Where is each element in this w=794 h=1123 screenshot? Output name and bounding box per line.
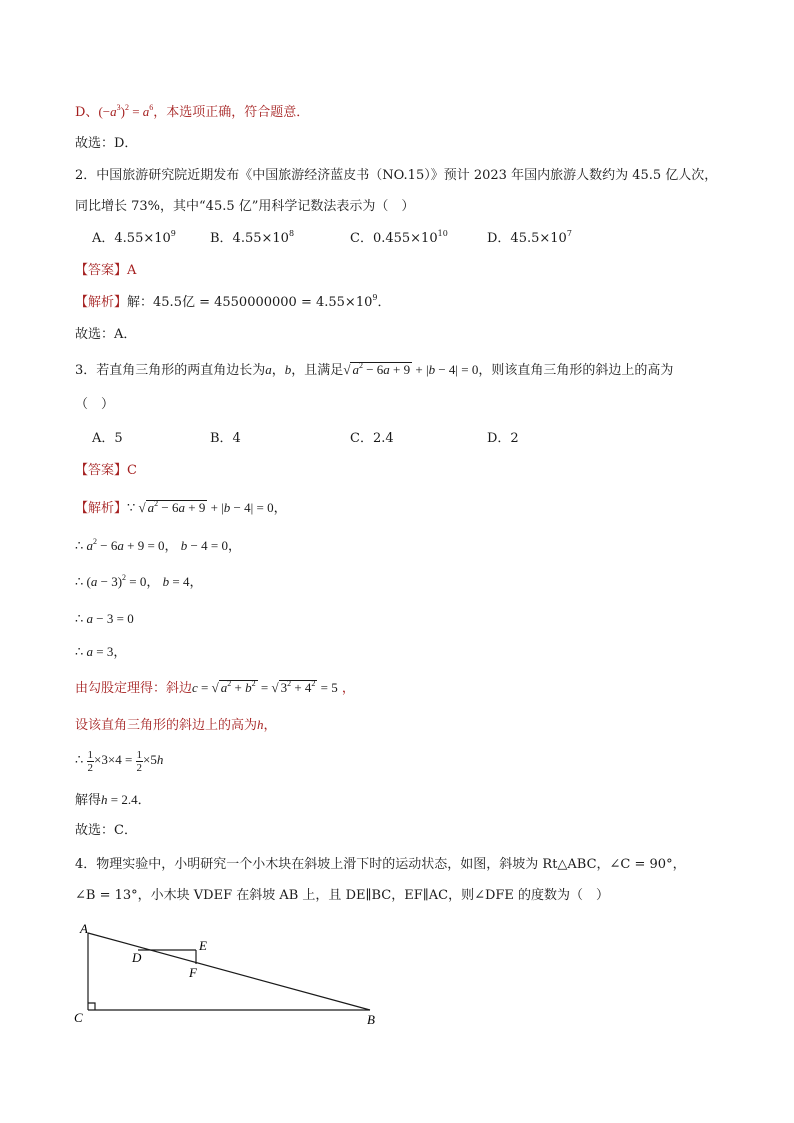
q3-step-2: ∴ $(a - 3)^2 = 0$， b = 4， (75, 573, 203, 589)
q2-option-a: A．$4.55\times 10^9$ (92, 229, 176, 246)
q3-option-d: D．2 (487, 431, 519, 446)
q3-option-a: A．5 (92, 431, 123, 446)
q4-stem-line1: 4．物理实验中，小明研究一个小木块在斜坡上滑下时的运动状态，如图，斜坡为 Rt△ABC，∠C = 90°， (75, 857, 686, 872)
q2-option-b: B．$4.55\times 10^8$ (210, 229, 295, 246)
q2-conclusion: 故选：A． (75, 327, 137, 342)
q3-answer: 【答案】C (75, 463, 137, 478)
label-a: A (80, 921, 88, 936)
q3-solve: 解得h = 2.4． (75, 792, 151, 808)
q2-option-c: C．$0.455\times 10^{10}$ (350, 229, 448, 246)
segment-ab (88, 933, 370, 1010)
q1-option-d: D、$(-a^3)^2 = a^6$，本选项正确，符合题意． (75, 103, 310, 120)
q2-option-d: D．$45.5\times 10^7$ (487, 229, 572, 246)
q4-stem-line2: ∠B = 13°，小木块 VDEF 在斜坡 AB 上，且 DE∥BC，EF∥AC，则∠DFE 的度数为（ ） (75, 888, 610, 903)
q3-analysis: 【解析】∵ √ $a^2 - 6a + 9 + |b - 4| = 0$， (75, 499, 287, 516)
q3-area-eq: ∴ $\frac{1}{2}$ ×3×4 = $\frac{1}{2}$ ×5h (75, 748, 164, 774)
q3-step-1: ∴ $a^2 - 6a + 9 = 0$， b − 4 = 0， (75, 537, 241, 553)
q2-stem-line2: 同比增长 73%，其中“45.5 亿”用科学记数法表示为（ ） (75, 199, 415, 214)
label-f: F (189, 965, 197, 980)
q3-hypotenuse: 由勾股定理得：斜边c = √ $a^2 + b^2$ = √ $3^2 + 4^2 = 5$ ， (75, 679, 355, 696)
q2-answer: 【答案】A (75, 263, 137, 278)
label-d: D (132, 950, 142, 965)
q3-option-b: B．4 (210, 431, 241, 446)
q1-conclusion: 故选：D． (75, 136, 138, 151)
q3-let-height: 设该直角三角形的斜边上的高为h， (75, 717, 277, 733)
q3-conclusion: 故选：C． (75, 823, 137, 838)
right-angle-mark (88, 1003, 95, 1010)
label-e: E (199, 938, 207, 953)
q3-stem-line1: 3．若直角三角形的两直角边长为a，b，且满足√ $a^2 - 6a + 9 + |b - 4| = 0$，则该直角三角形的斜边上的高为 (75, 361, 674, 378)
q3-step-4: ∴ a = 3， (75, 644, 127, 659)
q2-stem-line1: 2．中国旅游研究院近期发布《中国旅游经济蓝皮书（NO.15）》预计 2023 年国内旅游人数约为 45.5 亿人次， (75, 168, 718, 183)
q3-step-3: ∴ a − 3 = 0 (75, 611, 134, 626)
label-b: B (367, 1012, 375, 1027)
q3-stem-line2: （ ） (75, 397, 115, 412)
q3-option-c: C．2.4 (350, 431, 394, 446)
q2-analysis: 【解析】解：45.5亿 = $4550000000 = 4.55\times 10^9$． (75, 293, 391, 310)
label-c: C (74, 1010, 83, 1025)
